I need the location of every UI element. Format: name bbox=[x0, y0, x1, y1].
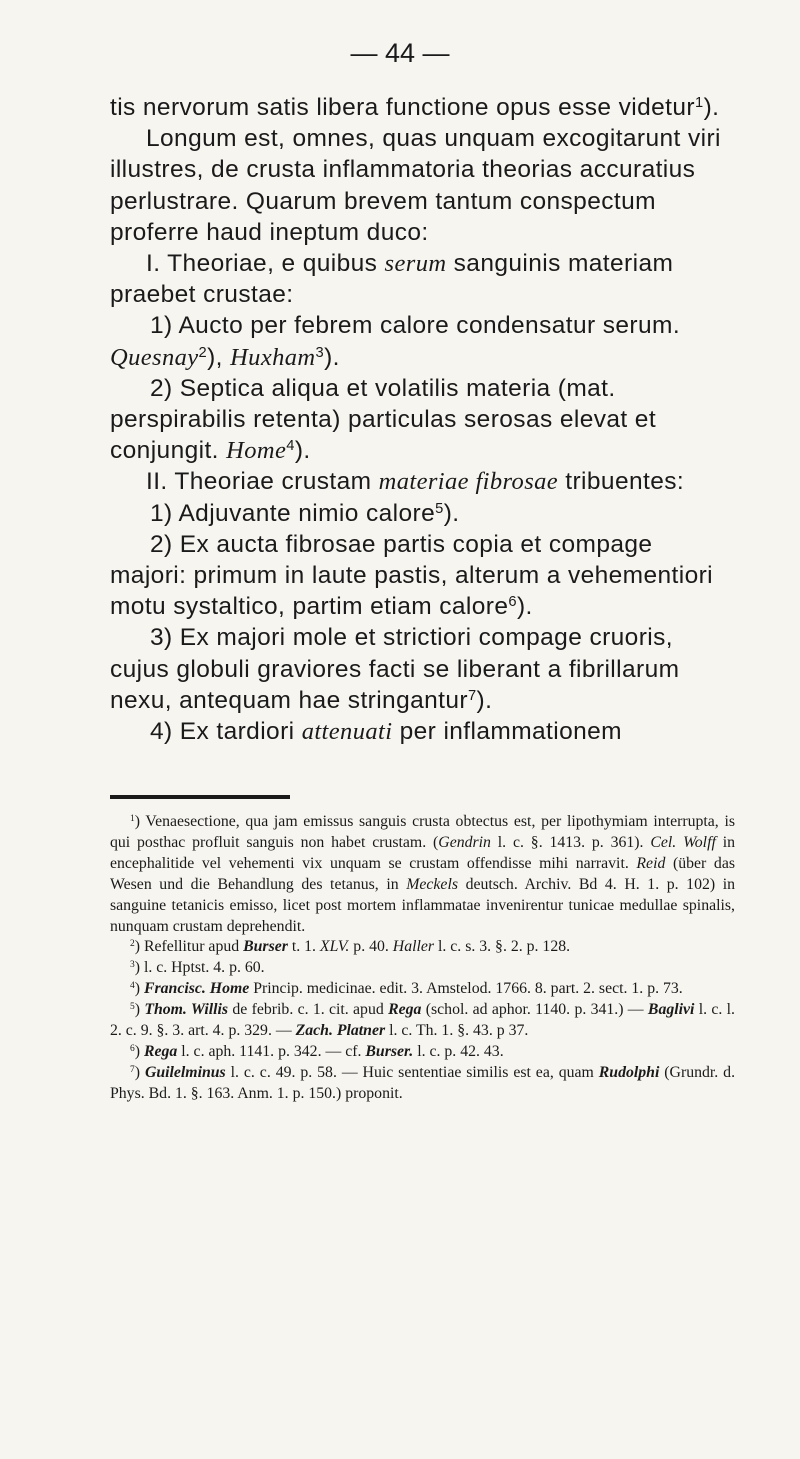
paragraph-continuation: tis nervorum satis libera functione opus esse videtur$^1$). bbox=[110, 94, 720, 121]
page-number: — 44 — bbox=[350, 38, 450, 68]
footnote: $^3$) l. c. Hptst. 4. p. 60. bbox=[130, 959, 265, 977]
footnote: $^5$) Thom. Willis de febrib. c. 1. cit. apud Rega (schol. ad aphor. 1140. p. 341.) — Baglivi l. c. l. 2. c. 9. §. 3. art. 4. p. 329. — Zach. Platner l. c. Th. 1. §. 43. p 37. bbox=[110, 1001, 736, 1040]
paragraph-intro: Longum est, omnes, quas unquam excogitarunt viri illustres, de crusta inflammatoria theorias accuratius perlustrare. Quarum brevem tantum conspectum proferre haud ineptum duco: bbox=[110, 125, 721, 246]
theory-item: 1) Adjuvante nimio calore$^5$). bbox=[150, 499, 460, 527]
main-text bbox=[110, 92, 730, 747]
footnote: $^1$) Venaesectione, qua jam emissus sanguis crusta obtectus est, per lipothymiam interrupta, is qui posthac profluit sanguis non habet crustam. (Gendrin l. c. §. 1413. p. 361). Cel. Wolff in encephalitide vel vehementi vix unquam se crustam offendisse mihi narravit. Reid (über das Wesen und die Behandlung des tetanus, in Meckels deutsch. Archiv. Bd 4. H. 1. p. 102) in sanguine tetanicis emisso, licet post mortem inflammatae invenirentur tunicae medullae spinalis, nunquam crustam deprehendit. bbox=[110, 813, 736, 935]
theory-item: 3) Ex majori mole et strictiori compage cruoris, cujus globuli graviores facti se liberant a fibrillarum nexu, antequam hae stringantur$^7$). bbox=[110, 624, 680, 714]
footnote: $^6$) Rega l. c. aph. 1141. p. 342. — cf. Burser. l. c. p. 42. 43. bbox=[130, 1042, 504, 1060]
theory-item: 4) Ex tardiori attenuati per inflammationem bbox=[150, 718, 622, 746]
footnote: $^2$) Refellitur apud Burser t. 1. XLV. p. 40. Haller l. c. s. 3. §. 2. p. 128. bbox=[130, 938, 571, 956]
footnote: $^7$) Guilelminus l. c. c. 49. p. 58. — Huic sententiae similis est ea, quam Rudolphi (Grundr. d. Phys. Bd. 1. §. 163. Anm. 1. p. 150.) proponit. bbox=[110, 1063, 736, 1102]
footnotes bbox=[110, 812, 735, 1105]
footnote-ref: 1 bbox=[694, 94, 704, 111]
theory-item: 1) Aucto per febrem calore condensatur serum. Quesnay$^2$), Huxham$^3$). bbox=[110, 312, 681, 371]
theory-item: 2) Septica aliqua et volatilis materia (mat. perspirabilis retenta) particulas serosas elevat et conjungit. Home$^4$). bbox=[110, 374, 657, 465]
footnote-divider bbox=[110, 795, 290, 799]
theory-item: 2) Ex aucta fibrosae partis copia et compage majori: primum in laute pastis, alterum a vehementiori motu systaltico, partim etiam calore$^6$). bbox=[110, 530, 714, 621]
section-heading-2: II. Theoriae crustam materiae fibrosae tribuentes: bbox=[146, 468, 685, 496]
section-heading-1: I. Theoriae, e quibus serum sanguinis materiam praebet crustae: bbox=[110, 250, 674, 309]
footnote: $^4$) Francisc. Home Princip. medicinae. edit. 3. Amstelod. 1766. 8. part. 2. sect. 1. p. 73. bbox=[130, 980, 683, 998]
